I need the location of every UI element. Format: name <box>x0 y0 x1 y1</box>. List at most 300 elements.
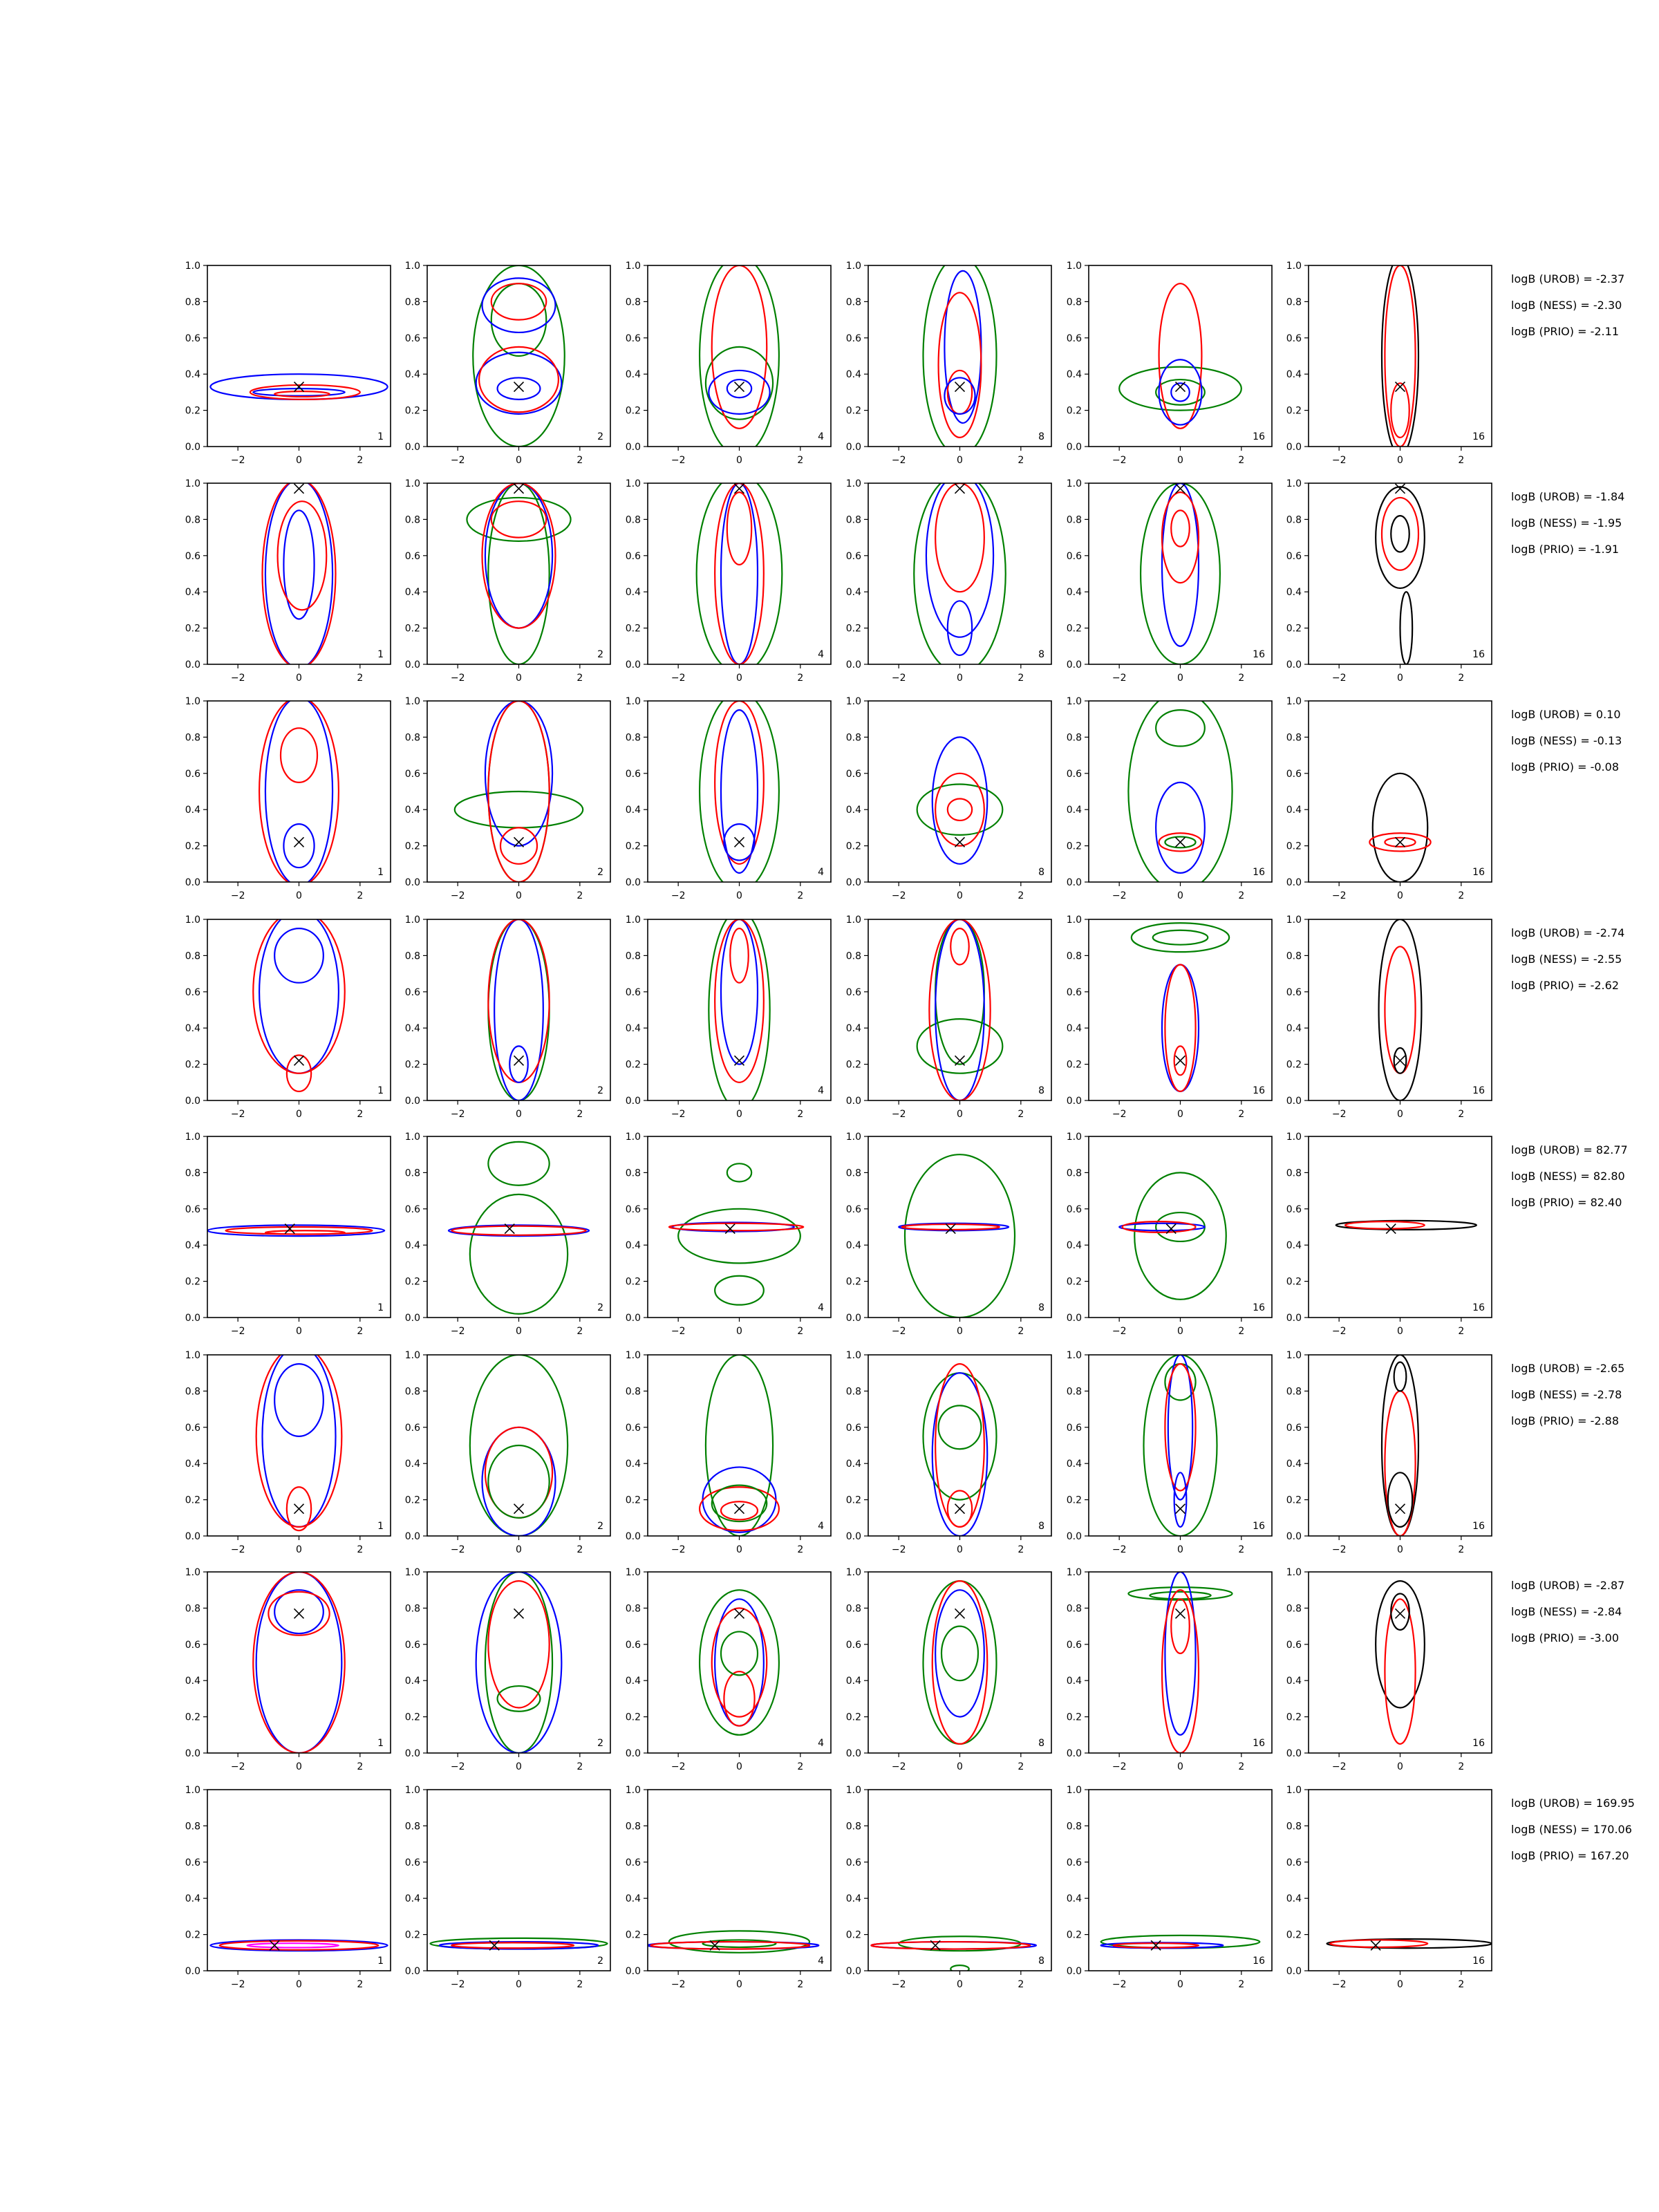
contour-green <box>1128 692 1232 891</box>
contour-black <box>1376 487 1425 588</box>
contour-red <box>220 1941 379 1950</box>
x-tick-label: 0 <box>296 1761 302 1772</box>
x-tick-label: −2 <box>1112 1979 1127 1990</box>
panel-r4-c5 <box>1067 915 1272 1120</box>
y-tick-label: 0.4 <box>845 805 861 816</box>
contour-red <box>871 1942 1030 1949</box>
panel-sample-label: 8 <box>1038 649 1044 660</box>
y-tick-label: 0.4 <box>185 369 200 381</box>
truth-marker <box>514 1504 524 1514</box>
contour-red <box>715 919 764 1082</box>
y-tick-label: 0.6 <box>404 1639 420 1651</box>
truth-marker <box>294 1609 304 1618</box>
y-tick-label: 0.0 <box>625 1748 641 1759</box>
y-tick-label: 0.8 <box>625 1821 641 1833</box>
y-tick-label: 0.0 <box>1286 1313 1302 1324</box>
panel-r2-c3 <box>626 474 831 684</box>
panel-r7-c1 <box>185 1567 391 1772</box>
y-tick-label: 0.4 <box>1286 805 1302 816</box>
panel-sample-label: 16 <box>1472 867 1485 878</box>
y-tick-label: 0.8 <box>404 732 420 744</box>
plot-frame <box>1089 919 1272 1100</box>
contour-green <box>924 1581 997 1744</box>
y-tick-label: 0.2 <box>1066 623 1082 635</box>
y-tick-label: 0.4 <box>185 1023 200 1035</box>
truth-marker <box>955 382 965 392</box>
panel-r2-c1 <box>185 478 391 684</box>
y-tick-label: 0.6 <box>1286 1203 1302 1215</box>
contour-blue <box>709 371 769 414</box>
contour-green <box>1132 923 1229 952</box>
y-tick-label: 0.6 <box>845 1857 861 1868</box>
y-tick-label: 1.0 <box>845 1785 861 1796</box>
truth-marker <box>1371 1940 1380 1950</box>
y-tick-label: 1.0 <box>1066 696 1082 707</box>
contour-blue <box>485 701 552 846</box>
truth-marker <box>294 837 304 847</box>
contour-blue <box>1162 965 1199 1091</box>
x-tick-label: 0 <box>736 1761 742 1772</box>
y-tick-label: 0.4 <box>845 1893 861 1905</box>
contour-group <box>917 919 1003 1100</box>
y-tick-label: 0.4 <box>1066 1240 1082 1252</box>
contour-group <box>207 1225 384 1236</box>
contour-blue <box>274 1590 324 1633</box>
y-tick-label: 0.0 <box>404 877 420 888</box>
y-tick-label: 0.4 <box>625 1893 641 1905</box>
y-tick-label: 0.6 <box>185 768 200 780</box>
panel-sample-label: 4 <box>818 1738 824 1749</box>
contour-blue <box>283 824 314 868</box>
panel-r1-c3 <box>626 256 831 466</box>
y-tick-label: 0.2 <box>625 1929 641 1941</box>
x-tick-label: 0 <box>736 1979 742 1990</box>
contour-blue <box>498 377 541 399</box>
x-tick-label: −2 <box>230 1544 245 1555</box>
panel-r4-c2 <box>405 915 610 1120</box>
logb-text: logB (UROB) = -2.87 <box>1511 1579 1625 1592</box>
logb-text: logB (NESS) = 170.06 <box>1511 1823 1632 1836</box>
x-tick-label: −2 <box>1112 673 1127 684</box>
plot-frame <box>648 483 831 664</box>
x-tick-label: 2 <box>357 1544 364 1555</box>
x-tick-label: −2 <box>450 1109 465 1120</box>
panel-sample-label: 16 <box>1253 1738 1265 1749</box>
panel-sample-label: 1 <box>377 867 384 878</box>
x-tick-label: −2 <box>891 673 906 684</box>
y-tick-label: 0.0 <box>185 877 200 888</box>
y-tick-label: 1.0 <box>1286 696 1302 707</box>
y-tick-label: 0.2 <box>185 1276 200 1288</box>
truth-marker <box>294 1056 304 1065</box>
y-tick-label: 1.0 <box>625 261 641 272</box>
y-tick-label: 0.2 <box>185 623 200 635</box>
y-tick-label: 0.2 <box>404 1712 420 1723</box>
logb-text: logB (UROB) = 169.95 <box>1511 1797 1635 1810</box>
x-tick-label: −2 <box>230 890 245 901</box>
panel-sample-label: 2 <box>597 1956 603 1967</box>
contour-green <box>1156 1212 1205 1241</box>
truth-marker <box>1176 1609 1185 1618</box>
plot-frame <box>868 1572 1051 1753</box>
contour-group <box>259 697 339 885</box>
panel-sample-label: 1 <box>377 1521 384 1532</box>
x-tick-label: 0 <box>1397 1326 1403 1337</box>
x-tick-label: 2 <box>1238 1326 1245 1337</box>
x-tick-label: −2 <box>230 1326 245 1337</box>
truth-marker <box>955 1504 965 1514</box>
y-tick-label: 0.2 <box>1286 1494 1302 1506</box>
contour-group <box>253 1572 345 1753</box>
panel-sample-label: 16 <box>1253 1085 1265 1096</box>
truth-marker <box>294 484 304 494</box>
contour-group <box>709 910 769 1109</box>
contour-blue <box>283 510 314 619</box>
x-tick-label: 2 <box>1458 455 1465 466</box>
x-tick-label: 2 <box>1458 1979 1465 1990</box>
plot-frame <box>648 701 831 882</box>
y-tick-label: 0.4 <box>625 1023 641 1035</box>
y-tick-label: 0.0 <box>845 1313 861 1324</box>
x-tick-label: −2 <box>891 455 906 466</box>
panel-r6-c1 <box>185 1346 391 1555</box>
x-tick-label: −2 <box>891 1544 906 1555</box>
x-tick-label: 2 <box>1238 890 1245 901</box>
panel-sample-label: 16 <box>1253 1302 1265 1313</box>
contour-red <box>488 919 549 1082</box>
y-tick-label: 0.6 <box>1066 332 1082 344</box>
y-tick-label: 0.2 <box>625 841 641 852</box>
x-tick-label: 2 <box>577 1544 583 1555</box>
y-tick-label: 0.6 <box>845 768 861 780</box>
y-tick-label: 0.4 <box>1286 1459 1302 1470</box>
contour-group <box>476 1572 562 1753</box>
x-tick-label: −2 <box>1331 1979 1347 1990</box>
x-tick-label: 0 <box>957 1761 963 1772</box>
y-tick-label: 1.0 <box>1286 1567 1302 1578</box>
y-tick-label: 0.6 <box>1286 1857 1302 1868</box>
x-tick-label: 0 <box>957 673 963 684</box>
y-tick-label: 0.0 <box>1286 659 1302 671</box>
x-tick-label: −2 <box>1331 1326 1347 1337</box>
panel-sample-label: 2 <box>597 1738 603 1749</box>
x-tick-label: 0 <box>1397 890 1403 901</box>
y-tick-label: 0.2 <box>404 1059 420 1071</box>
logb-text: logB (PRIO) = -2.11 <box>1511 325 1619 338</box>
panel-r1-c6 <box>1286 256 1492 466</box>
x-tick-label: −2 <box>1112 890 1127 901</box>
plot-frame <box>427 1136 610 1318</box>
y-tick-label: 0.4 <box>1066 1893 1082 1905</box>
panel-r7-c4 <box>846 1567 1051 1772</box>
panel-sample-label: 16 <box>1253 649 1265 660</box>
x-tick-label: 2 <box>357 1109 364 1120</box>
y-tick-label: 0.8 <box>1286 1168 1302 1179</box>
contour-blue <box>727 379 751 397</box>
y-tick-label: 0.2 <box>625 1494 641 1506</box>
x-tick-label: −2 <box>1112 1326 1127 1337</box>
panel-sample-label: 1 <box>377 1085 384 1096</box>
panel-sample-label: 4 <box>818 1956 824 1967</box>
contour-blue <box>1159 359 1202 424</box>
contour-blue <box>253 388 345 395</box>
y-tick-label: 0.4 <box>1286 1240 1302 1252</box>
contour-black <box>1400 592 1413 664</box>
plot-frame <box>868 1136 1051 1318</box>
y-tick-label: 1.0 <box>1286 1132 1302 1143</box>
contour-green <box>935 919 984 1065</box>
y-tick-label: 1.0 <box>845 696 861 707</box>
contour-red <box>727 492 751 565</box>
y-tick-label: 1.0 <box>625 478 641 489</box>
panel-r6-c2 <box>405 1350 610 1555</box>
logb-annotation-row-6 <box>1511 1362 1624 1427</box>
panel-r8-c5 <box>1067 1785 1272 1990</box>
contour-red <box>491 283 547 319</box>
panel-r4-c1 <box>185 910 391 1120</box>
y-tick-label: 1.0 <box>404 1132 420 1143</box>
panel-r7-c6 <box>1286 1567 1492 1772</box>
panel-sample-label: 4 <box>818 431 824 442</box>
y-tick-label: 0.0 <box>845 1966 861 1977</box>
contour-red <box>1165 1364 1195 1490</box>
contour-red <box>488 1581 549 1707</box>
y-tick-label: 0.8 <box>1286 514 1302 526</box>
contour-blue <box>721 919 758 1065</box>
truth-marker <box>955 484 965 494</box>
y-tick-label: 1.0 <box>845 1132 861 1143</box>
y-tick-label: 1.0 <box>845 1350 861 1361</box>
x-tick-label: −2 <box>1112 1109 1127 1120</box>
x-tick-label: −2 <box>1112 1761 1127 1772</box>
y-tick-label: 0.6 <box>404 1203 420 1215</box>
x-tick-label: 0 <box>1397 1544 1403 1555</box>
y-tick-label: 0.2 <box>404 1276 420 1288</box>
contour-group <box>467 483 570 664</box>
y-tick-label: 0.0 <box>404 1748 420 1759</box>
contour-red <box>1162 1590 1199 1753</box>
x-tick-label: 0 <box>296 1979 302 1990</box>
contour-red <box>1171 1599 1190 1653</box>
y-tick-label: 0.4 <box>1286 587 1302 599</box>
contour-group <box>924 256 997 456</box>
contour-red <box>948 798 972 820</box>
x-tick-label: 0 <box>736 673 742 684</box>
y-tick-label: 0.8 <box>845 1821 861 1833</box>
x-tick-label: −2 <box>230 1761 245 1772</box>
truth-marker <box>955 1609 965 1618</box>
y-tick-label: 0.4 <box>1066 1676 1082 1687</box>
y-tick-label: 0.8 <box>404 950 420 962</box>
contour-red <box>1391 383 1409 438</box>
logb-text: logB (PRIO) = -1.91 <box>1511 543 1619 556</box>
x-tick-label: −2 <box>1331 1761 1347 1772</box>
y-tick-label: 0.6 <box>404 550 420 562</box>
y-tick-label: 0.2 <box>1066 405 1082 417</box>
y-tick-label: 0.4 <box>185 1676 200 1687</box>
x-tick-label: 0 <box>957 1979 963 1990</box>
y-tick-label: 0.4 <box>1286 1676 1302 1687</box>
contour-blue <box>476 353 562 414</box>
contour-blue <box>509 1046 528 1082</box>
contour-group <box>263 480 336 668</box>
logb-text: logB (UROB) = 82.77 <box>1511 1143 1628 1156</box>
x-tick-label: 2 <box>357 673 364 684</box>
panel-r8-c3 <box>626 1785 831 1990</box>
contour-red <box>1165 965 1195 1091</box>
contour-red <box>712 1608 767 1716</box>
y-tick-label: 0.4 <box>1066 587 1082 599</box>
y-tick-label: 0.8 <box>1286 732 1302 744</box>
y-tick-label: 0.2 <box>845 1929 861 1941</box>
y-tick-label: 0.8 <box>404 514 420 526</box>
x-tick-label: 2 <box>797 1544 804 1555</box>
contour-group <box>455 701 583 882</box>
y-tick-label: 0.0 <box>1066 659 1082 671</box>
y-tick-label: 0.8 <box>1066 1168 1082 1179</box>
contour-blue <box>1156 782 1205 873</box>
logb-annotation-row-1 <box>1511 272 1624 338</box>
y-tick-label: 1.0 <box>185 1132 200 1143</box>
x-tick-label: −2 <box>1331 890 1347 901</box>
panel-sample-label: 16 <box>1472 1738 1485 1749</box>
y-tick-label: 0.6 <box>1066 1422 1082 1434</box>
y-tick-label: 0.4 <box>625 587 641 599</box>
truth-marker <box>735 1504 744 1514</box>
x-tick-label: 0 <box>736 1326 742 1337</box>
truth-marker <box>1396 837 1405 847</box>
x-tick-label: −2 <box>891 1979 906 1990</box>
x-tick-label: 2 <box>1018 1109 1024 1120</box>
truth-marker <box>270 1940 279 1950</box>
y-tick-label: 0.8 <box>845 1386 861 1398</box>
y-tick-label: 0.6 <box>845 332 861 344</box>
plot-frame <box>868 701 1051 882</box>
contour-black <box>1382 256 1418 456</box>
x-tick-label: 0 <box>736 890 742 901</box>
y-tick-label: 0.4 <box>1286 1893 1302 1905</box>
y-tick-label: 1.0 <box>1286 1350 1302 1361</box>
y-tick-label: 1.0 <box>185 696 200 707</box>
y-tick-label: 0.6 <box>1066 1857 1082 1868</box>
truth-marker <box>735 382 744 392</box>
y-tick-label: 0.8 <box>845 732 861 744</box>
panel-r1-c5 <box>1067 261 1272 466</box>
y-tick-label: 0.2 <box>1066 841 1082 852</box>
y-tick-label: 0.8 <box>625 297 641 308</box>
x-tick-label: 0 <box>1177 890 1183 901</box>
y-tick-label: 1.0 <box>1066 261 1082 272</box>
y-tick-label: 0.4 <box>845 1240 861 1252</box>
plot-frame <box>648 919 831 1100</box>
y-tick-label: 0.8 <box>185 1821 200 1833</box>
panel-r3-c6 <box>1286 696 1492 901</box>
y-tick-label: 1.0 <box>404 1567 420 1578</box>
contour-red <box>451 1942 574 1948</box>
truth-marker <box>514 484 524 494</box>
x-tick-label: −2 <box>450 1761 465 1772</box>
y-tick-label: 1.0 <box>1286 478 1302 489</box>
truth-marker <box>294 1504 304 1514</box>
x-tick-label: −2 <box>671 455 686 466</box>
logb-text: logB (PRIO) = 82.40 <box>1511 1196 1622 1209</box>
contour-group <box>1382 256 1418 456</box>
contour-red <box>1345 1221 1425 1228</box>
plot-frame <box>427 919 610 1100</box>
plot-frame <box>427 483 610 664</box>
y-tick-label: 0.6 <box>845 1639 861 1651</box>
contour-green <box>485 1572 552 1753</box>
panel-r2-c2 <box>405 478 610 684</box>
contour-green <box>1150 1592 1210 1599</box>
y-tick-label: 0.2 <box>1286 1712 1302 1723</box>
y-tick-label: 0.0 <box>1286 1096 1302 1107</box>
x-tick-label: 2 <box>357 1761 364 1772</box>
contour-blue <box>256 1572 342 1753</box>
x-tick-label: 2 <box>797 1109 804 1120</box>
contour-green <box>712 1485 767 1521</box>
y-tick-label: 0.0 <box>625 877 641 888</box>
panel-r3-c1 <box>185 696 391 901</box>
panel-sample-label: 16 <box>1253 1521 1265 1532</box>
y-tick-label: 0.2 <box>845 1494 861 1506</box>
contour-green <box>1153 930 1208 945</box>
y-tick-label: 0.8 <box>404 1386 420 1398</box>
logb-text: logB (UROB) = 0.10 <box>1511 708 1621 721</box>
y-tick-label: 0.8 <box>845 1603 861 1615</box>
y-tick-label: 0.8 <box>404 1168 420 1179</box>
y-tick-label: 0.4 <box>185 1893 200 1905</box>
x-tick-label: −2 <box>671 1544 686 1555</box>
y-tick-label: 0.2 <box>1286 623 1302 635</box>
contour-group <box>917 737 1003 863</box>
x-tick-label: 2 <box>1238 455 1245 466</box>
contour-green <box>905 1154 1015 1318</box>
contour-green <box>709 910 769 1109</box>
contour-green <box>700 692 779 891</box>
x-tick-label: 2 <box>1458 1109 1465 1120</box>
y-tick-label: 0.6 <box>1066 550 1082 562</box>
contour-red <box>1171 510 1190 546</box>
x-tick-label: 0 <box>1177 455 1183 466</box>
y-tick-label: 1.0 <box>845 261 861 272</box>
y-tick-label: 0.4 <box>185 587 200 599</box>
x-tick-label: 0 <box>736 455 742 466</box>
contour-group <box>1101 1936 1260 1948</box>
x-tick-label: 0 <box>736 1109 742 1120</box>
y-tick-label: 0.4 <box>845 1676 861 1687</box>
y-tick-label: 0.6 <box>625 1857 641 1868</box>
plot-frame <box>1309 265 1492 447</box>
x-tick-label: 2 <box>577 1761 583 1772</box>
panel-r1-c4 <box>846 256 1051 466</box>
y-tick-label: 0.6 <box>1286 1422 1302 1434</box>
plot-frame <box>427 1572 610 1753</box>
y-tick-label: 0.8 <box>185 297 200 308</box>
y-tick-label: 1.0 <box>1066 1785 1082 1796</box>
y-tick-label: 0.2 <box>404 623 420 635</box>
x-tick-label: −2 <box>671 673 686 684</box>
x-tick-label: 2 <box>1018 890 1024 901</box>
x-tick-label: 0 <box>1397 1109 1403 1120</box>
panel-sample-label: 4 <box>818 1302 824 1313</box>
y-tick-label: 0.0 <box>1286 442 1302 453</box>
y-tick-label: 1.0 <box>185 1350 200 1361</box>
x-tick-label: −2 <box>671 1326 686 1337</box>
y-tick-label: 0.8 <box>1066 1603 1082 1615</box>
panel-sample-label: 16 <box>1253 867 1265 878</box>
x-tick-label: 0 <box>957 1544 963 1555</box>
